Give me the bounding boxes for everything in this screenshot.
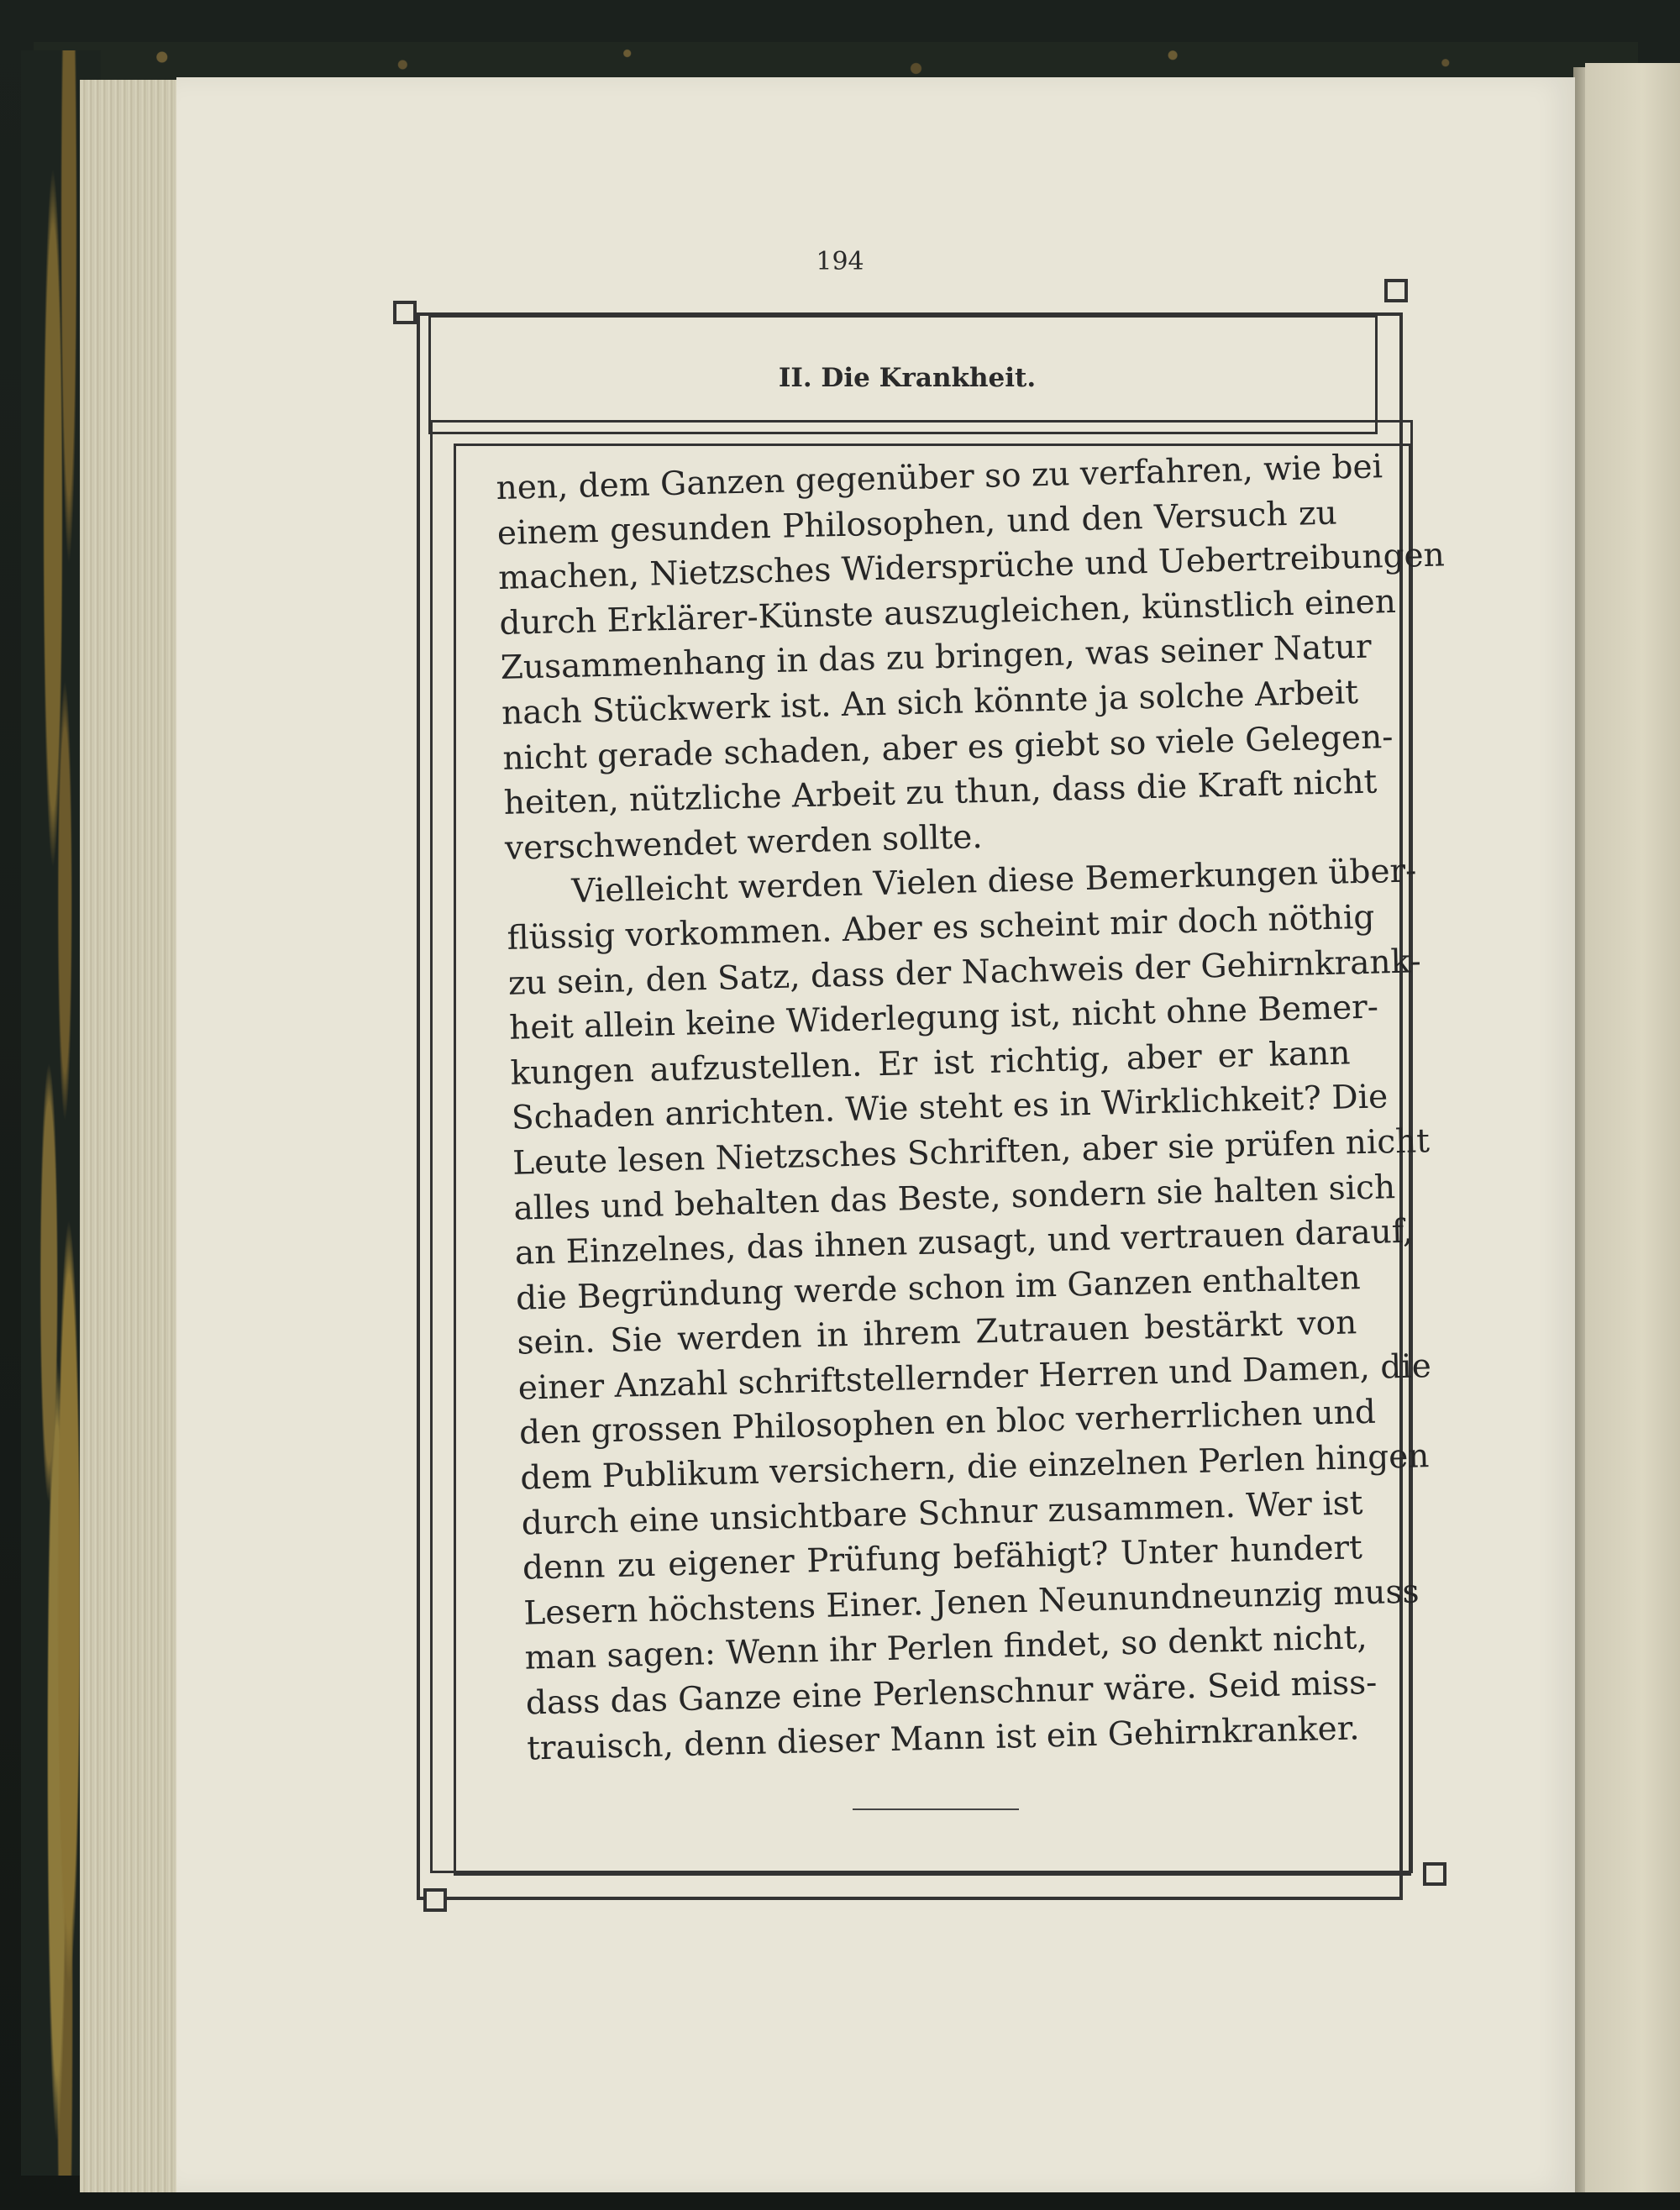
facing-page: [1585, 63, 1680, 2192]
text-line: dass das Ganze eine Perlenschnur wäre. Seid miss-: [525, 1663, 1378, 1723]
text-line: alles und behalten das Beste, sondern sie halten sich: [513, 1168, 1396, 1228]
body-text: [496, 446, 1446, 1772]
page-number: 194: [816, 247, 864, 276]
frame-corner-ornament: [1423, 1862, 1446, 1886]
text-line: sein. Sie werden in ihrem Zutrauen bestärkt von: [516, 1304, 1357, 1362]
text-line: Vielleicht werden Vielen diese Bemerkungen über-: [570, 852, 1417, 911]
text-line: machen, Nietzsches Widersprüche und Uebertreibungen: [497, 536, 1446, 598]
text-line: denn zu eigener Prüfung befähigt? Unter hundert: [522, 1529, 1363, 1588]
text-line: man sagen: Wenn ihr Perlen findet, so denkt nicht,: [524, 1619, 1368, 1678]
text-line: durch eine unsichtbare Schnur zusammen. Wer ist: [521, 1483, 1363, 1543]
text-line: heit allein keine Widerlegung ist, nicht ohne Bemer-: [508, 988, 1379, 1047]
book-gutter: [1573, 67, 1585, 2192]
text-line: Zusammenhang in das zu bringen, was seiner Natur: [500, 627, 1373, 688]
frame-corner-ornament: [1384, 279, 1408, 302]
text-line: kungen aufzustellen. Er ist richtig, aber er kann: [510, 1034, 1351, 1093]
text-line: nach Stückwerk ist. An sich könnte ja solche Arbeit: [501, 673, 1359, 732]
running-head: II. Die Krankheit.: [778, 363, 1037, 393]
end-rule: [853, 1808, 1019, 1810]
text-line: einem gesunden Philosophen, und den Versuch zu: [496, 494, 1338, 553]
text-line: Schaden anrichten. Wie steht es in Wirklichkeit? Die: [511, 1078, 1389, 1138]
text-line: heiten, nützliche Arbeit zu thun, dass die Kraft nicht: [503, 763, 1378, 823]
page-edges: [80, 80, 182, 2192]
text-line: nen, dem Ganzen gegenüber so zu verfahren, wie bei: [496, 448, 1383, 507]
text-line: flüssig vorkommen. Aber es scheint mir doch nöthig: [507, 898, 1375, 958]
text-line: die Begründung werde schon im Ganzen enthalten: [515, 1258, 1362, 1318]
text-line: Lesern höchstens Einer. Jenen Neunundneunzig muss: [522, 1572, 1420, 1633]
text-line: den grossen Philosophen en bloc verherrlichen und: [518, 1394, 1377, 1453]
text-line: durch Erklärer-Künste auszugleichen, künstlich einen: [499, 582, 1397, 643]
text-line: nicht gerade schaden, aber es giebt so viele Gelegen-: [501, 717, 1394, 778]
text-line: einer Anzahl schriftstellernder Herren und Damen, die: [517, 1346, 1432, 1408]
text-line: trauisch, denn dieser Mann ist ein Gehirnkranker.: [526, 1709, 1360, 1768]
frame-corner-ornament: [423, 1888, 447, 1912]
text-line: verschwendet werden sollte.: [504, 817, 984, 868]
marbled-cover-top: [34, 42, 1638, 80]
frame-corner-ornament: [393, 301, 417, 324]
text-line: an Einzelnes, das ihnen zusagt, und vertrauen darauf,: [514, 1212, 1414, 1273]
text-line: dem Publikum versichern, die einzelnen Perlen hingen: [519, 1437, 1430, 1498]
text-line: Leute lesen Nietzsches Schriften, aber sie prüfen nicht: [512, 1121, 1431, 1183]
text-line: zu sein, den Satz, dass der Nachweis der Gehirnkrank-: [507, 942, 1422, 1003]
